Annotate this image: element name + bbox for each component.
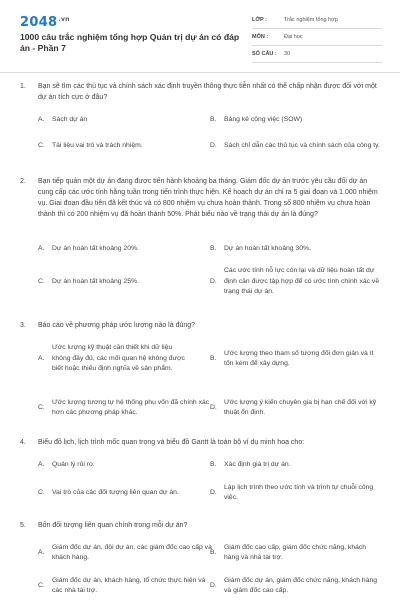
question-2 — [20, 176, 382, 296]
option-b[interactable]: B. Giám đốc cao cấp, giám đốc chức năng, khách hàng và nhà tài trợ. — [210, 543, 367, 561]
option-c[interactable]: C. Vai trò của các đối tượng liên quan dự án. — [38, 488, 179, 496]
document-title: 1000 câu trắc nghiệm tổng hợp Quản trị dự án có đáp án - Phần 7 — [20, 32, 240, 53]
question-text: Bạn tiếp quản một dự án đang được tiến hành khoảng ba tháng. Giám đốc dự án trước yêu cầu đối dự án cung cấp các ước tính hằng tuần trong tiến trình thực hiện. Kế hoạch dự án chỉ ra 5 giai đoạn và 1.000 nhiệm vụ. Giai đoạn đầu tiên đã kết thúc và có 800 nhiệm vụ chưa hoàn thành. Trong số 800 nhiệm vụ chưa hoàn thành thì có 200 nhiệm vụ đã hoàn thành 50%. Phát biểu nào về trạng thái dự án là đúng? — [38, 178, 378, 218]
question-1 — [20, 81, 382, 150]
question-text: Biểu đồ lịch, lịch trình mốc quan trọng và biểu đồ Gantt là toàn bộ ví dụ minh hoạ cho: — [38, 439, 305, 446]
question-number: 3. — [20, 322, 26, 329]
question-number: 4. — [20, 439, 26, 446]
meta-row-subject — [252, 29, 382, 46]
meta-key: SỐ CÂU : — [252, 51, 277, 57]
question-header — [20, 176, 382, 220]
question-3 — [20, 320, 382, 416]
question-5 — [20, 520, 382, 594]
option-a[interactable]: A. Dự án hoàn tất khoảng 20%. — [38, 245, 139, 252]
option-d[interactable]: D. Lập lịch trình theo ước tính và trình tự chuỗi công việc. — [210, 483, 374, 501]
option-d[interactable]: D. Ước lượng ý kiến chuyên gia bị hạn chế đối với kỹ thuật ổn định. — [210, 398, 377, 416]
question-header — [20, 437, 382, 448]
option-c[interactable]: C. Giám đốc dự án, khách hàng, tổ chức thực hiện và các nhà tài trợ. — [38, 576, 206, 594]
question-text: Bạn sẽ tìm các thủ tục và chính sách xác định truyền thông thực tiễn nhất có thể chấp nhận được đối với một dự án tích cực ở đâu? — [38, 83, 377, 101]
option-b[interactable]: B. Ước lượng theo tham số tương đối đơn giản và ít tốn kém để xây dựng. — [210, 349, 374, 367]
meta-row-count — [252, 46, 382, 63]
meta-key: LỚP : — [252, 17, 267, 23]
meta-value: Trắc nghiệm tổng hợp — [284, 17, 338, 23]
option-b[interactable]: B. Xác định giá trị dự án. — [210, 461, 291, 468]
document-meta — [252, 12, 382, 63]
option-a[interactable]: A. Giám đốc dự án, đội dự án, các giám đốc cao cấp và khách hàng. — [38, 543, 212, 561]
option-a[interactable]: A. Quản lý rủi ro. — [38, 461, 95, 468]
question-number: 1. — [20, 83, 26, 90]
option-a[interactable]: A. Ước lượng kỹ thuật cần thiết khi dữ liệu không đầy đủ, các mối quan hệ không được biết hoặc thiếu định nghĩa về sản phẩm. — [38, 344, 185, 373]
question-number: 2. — [20, 178, 26, 185]
question-header — [20, 81, 382, 103]
question-header — [20, 320, 382, 331]
option-c[interactable]: C. Dự án hoàn tất khoảng 25%. — [38, 277, 139, 285]
document-header — [0, 0, 400, 68]
option-a[interactable]: A. Sách dự án — [38, 116, 88, 123]
option-c[interactable]: C. Tài liệu vai trò và trách nhiệm. — [38, 142, 143, 150]
option-d[interactable]: D. Các ước tính nỗ lực còn lại và dữ liệu hoàn tất dự định cần được tập hợp để có ước tính chính xác về trạng thái dự án. — [210, 267, 380, 296]
option-b[interactable]: B. Bảng kê công việc (SOW) — [210, 116, 303, 123]
option-d[interactable]: D. Giám đốc dự án, giám đốc chức năng, khách hàng và giám đốc cao cấp. — [210, 576, 378, 594]
site-logo[interactable]: $2048^{.vn}$ — [20, 15, 70, 30]
question-text: Báo cáo về phương pháp ước lượng nào là đúng? — [38, 322, 196, 329]
meta-key: MÔN : — [252, 34, 269, 40]
header-divider — [0, 72, 400, 73]
meta-row-class — [252, 12, 382, 29]
question-header — [20, 520, 382, 531]
question-4 — [20, 437, 382, 501]
meta-value: 30 — [284, 51, 291, 57]
meta-value: Đại học — [284, 34, 303, 40]
option-c[interactable]: C. Ước lượng tương tự hệ thống phụ vốn đã chính xác hơn các phương pháp khác. — [38, 398, 210, 416]
option-b[interactable]: B. Dự án hoàn tất khoảng 30%. — [210, 245, 311, 252]
question-text: Bốn đối tượng liên quan chính trong mỗi dự án? — [38, 522, 188, 529]
option-d[interactable]: D. Sách chỉ dẫn các thủ tục và chính sách của công ty. — [210, 142, 380, 150]
question-number: 5. — [20, 522, 26, 529]
